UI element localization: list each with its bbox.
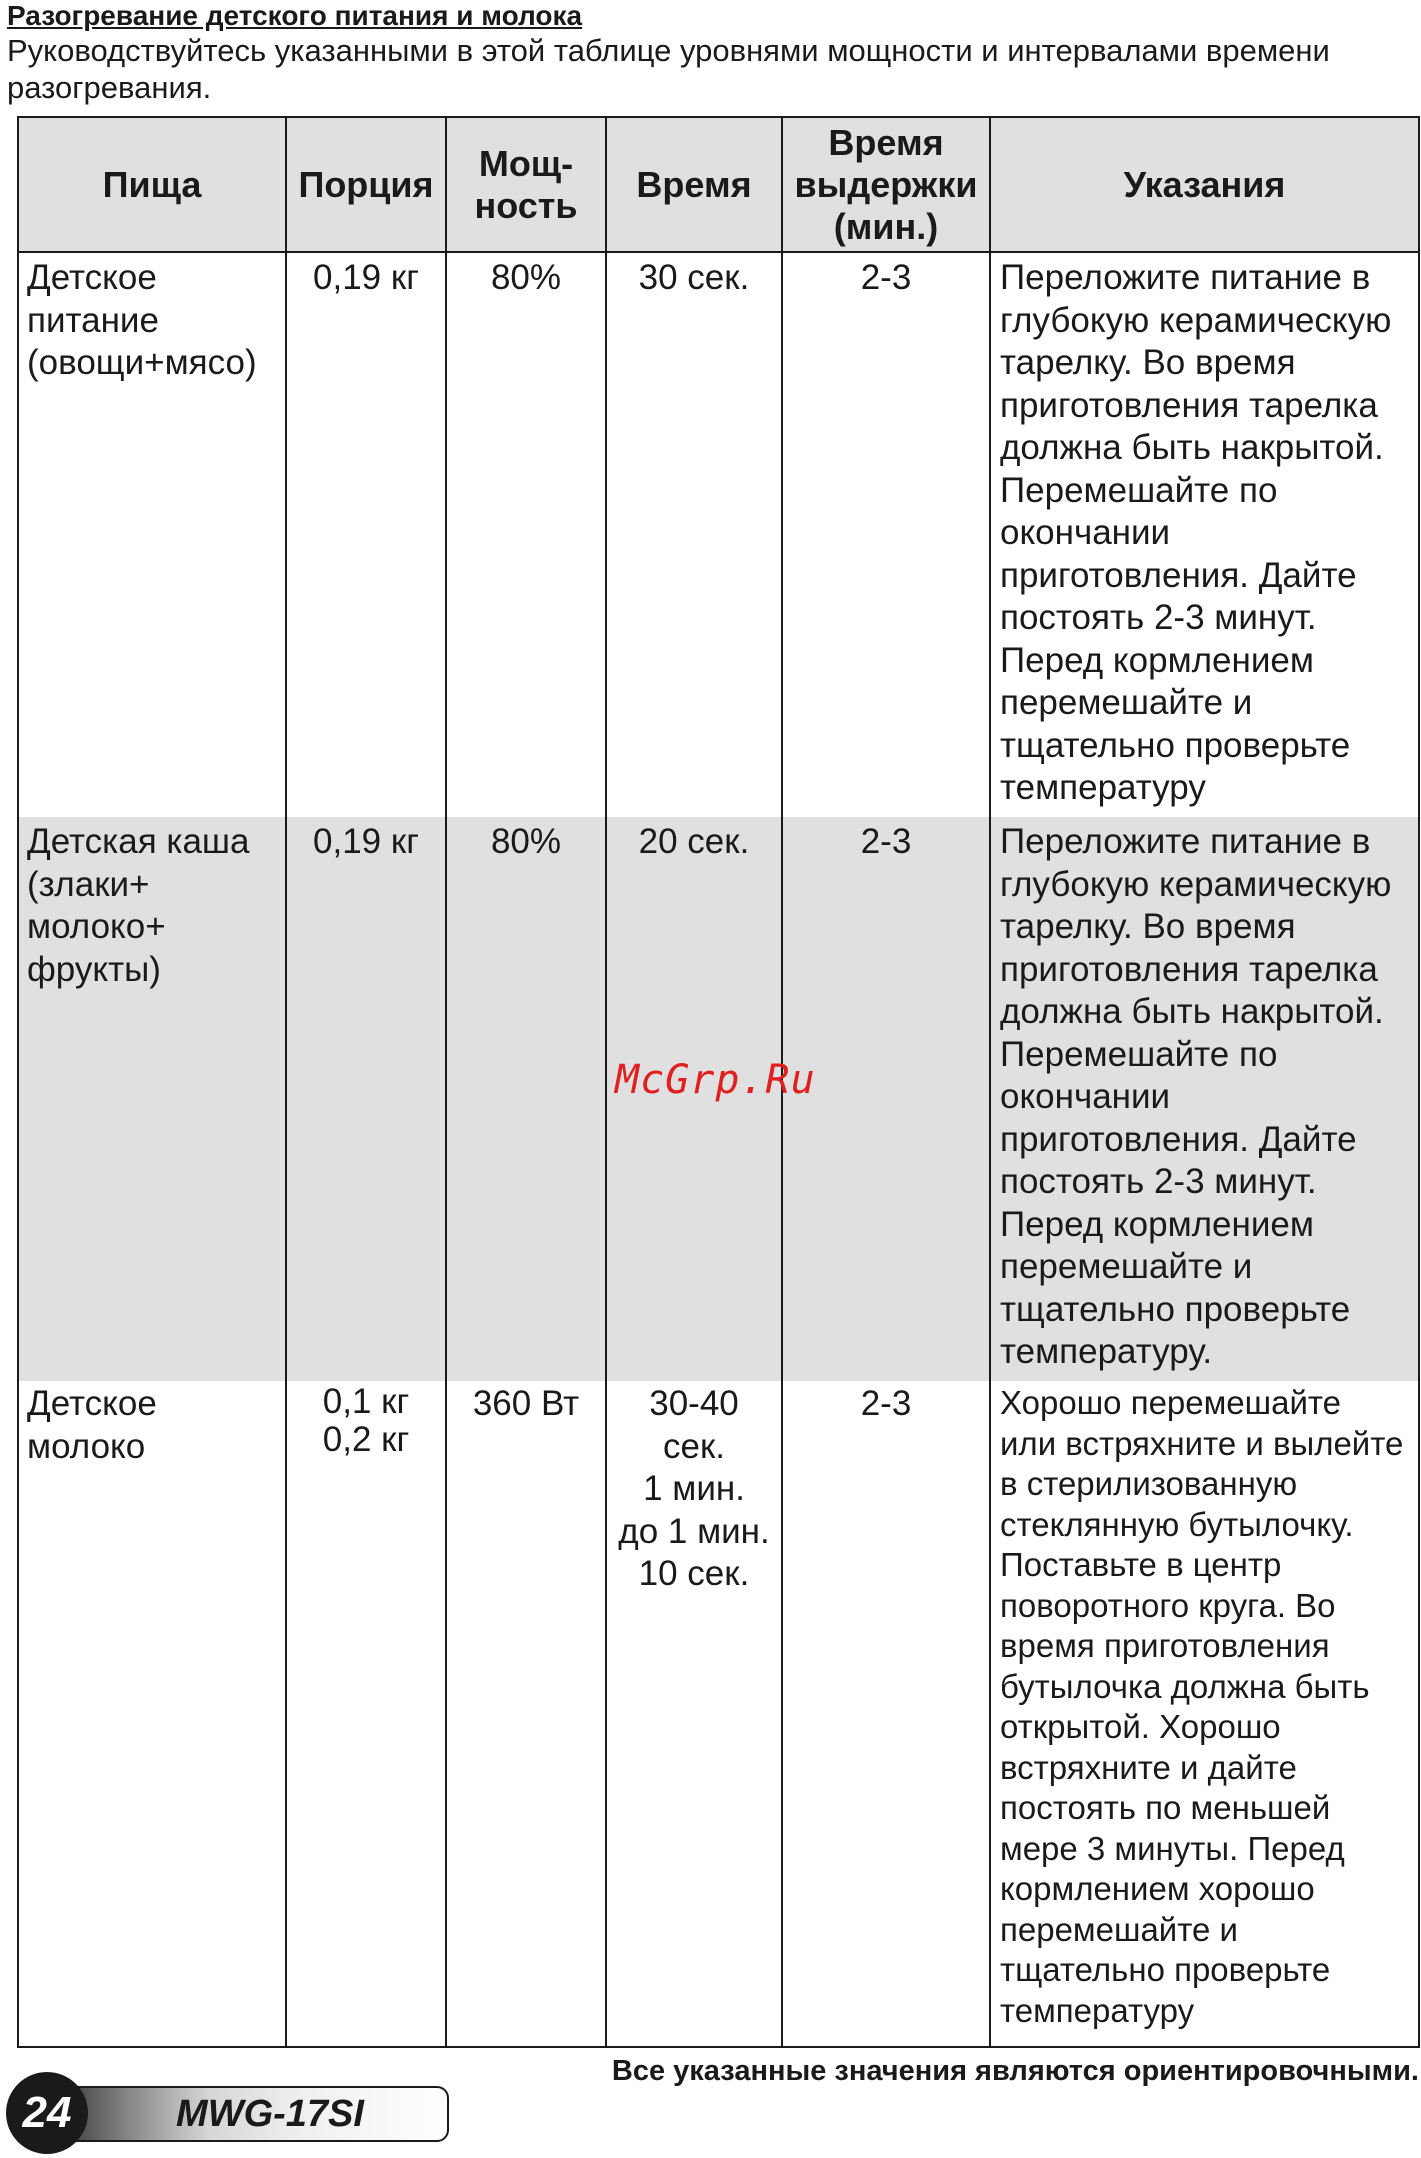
cell-time-line: 20 сек. [638, 822, 750, 861]
cell-notes-line: температуру [1000, 1991, 1195, 2029]
cell-notes-line: приготовления тарелка [1000, 949, 1378, 989]
cell-notes-line: или встряхните и вылейте [1000, 1424, 1404, 1462]
cell-notes-line: кормлением хорошо [1000, 1870, 1315, 1907]
cell-notes [990, 252, 1419, 817]
intro-text [7, 32, 1407, 106]
cell-standing-time: 2-3 [782, 252, 990, 817]
cell-standing-time: 2-3 [782, 1381, 990, 2047]
cell-notes-line: бутылочка должна быть [1000, 1667, 1370, 1705]
intro-line: разогревания. [7, 70, 212, 105]
header-portion: Порция [286, 117, 446, 252]
page-number: 24 [6, 2072, 88, 2154]
intro-line: Руководствуйтесь указанными в этой таблице уровнями мощности и интервалами времени [7, 33, 1330, 68]
cell-food-line: фрукты) [27, 949, 161, 989]
cell-notes-line: тщательно проверьте [1000, 1289, 1351, 1329]
header-standing-line: Время [828, 121, 944, 163]
cell-notes-line: должна быть накрытой. [1000, 428, 1384, 467]
cell-notes-line: постоять 2-3 минут. [1000, 598, 1317, 637]
cell-food-line: Детское [27, 1384, 157, 1423]
header-standing-time [782, 117, 990, 252]
cell-notes-line: стеклянную бутылочку. [1000, 1505, 1354, 1543]
header-time: Время [606, 117, 782, 252]
cell-notes-line: тарелку. Во время [1000, 343, 1296, 382]
cell-notes-line: перемешайте и [1000, 1910, 1238, 1948]
cell-notes-line: Перед кормлением [1000, 1204, 1314, 1244]
cell-time-line: 1 мин. [643, 1469, 745, 1508]
cell-food-line: (злаки+ [27, 864, 150, 904]
cell-notes-line: глубокую керамическую [1000, 864, 1392, 904]
cell-portion-line: 0,2 кг [322, 1420, 410, 1459]
watermark: McGrp.Ru [615, 1057, 816, 1103]
cell-notes-line: постоять 2-3 минут. [1000, 1162, 1317, 1201]
cell-power: 80% [446, 817, 606, 1381]
cell-time [606, 1381, 782, 2047]
cell-notes-line: температуру [1000, 768, 1206, 807]
cell-portion [286, 252, 446, 817]
cell-food-line: питание [27, 300, 159, 340]
cell-notes-line: Хорошо перемешайте [1000, 1384, 1342, 1421]
cell-portion-line: 0,19 кг [313, 258, 419, 297]
cell-time-line: 30 сек. [638, 258, 750, 297]
cell-notes-line: тарелку. Во время [1000, 907, 1296, 946]
cell-notes-line: приготовления. Дайте [1000, 1119, 1357, 1159]
header-notes: Указания [990, 117, 1419, 252]
footer-note: Все указанные значения являются ориентировочными. [611, 2055, 1419, 2087]
page-title: Разогревание детского питания и молока [7, 0, 583, 31]
cell-notes-line: Перед кормлением [1000, 640, 1314, 680]
cell-standing-time: 2-3 [782, 817, 990, 1381]
cell-notes-line: Перемешайте по [1000, 1034, 1278, 1074]
cell-time [606, 252, 782, 817]
cell-notes-line: окончании [1000, 1077, 1171, 1116]
cell-notes-line: приготовления тарелка [1000, 385, 1378, 425]
cell-notes-line: температуру. [1000, 1332, 1213, 1371]
cell-food [18, 1381, 286, 2047]
cell-notes-line: мере 3 минуты. Перед [1000, 1829, 1345, 1867]
cell-notes-line: тщательно проверьте [1000, 1951, 1331, 1988]
cell-notes-line: перемешайте и [1000, 683, 1253, 722]
cell-time-line: 30-40 [649, 1384, 739, 1423]
cell-notes-line: Перемешайте по [1000, 470, 1278, 510]
cell-power: 360 Вт [446, 1381, 606, 2047]
cell-notes-line: окончании [1000, 513, 1171, 552]
cell-notes-line: время приготовления [1000, 1627, 1330, 1664]
cell-power: 80% [446, 252, 606, 817]
header-standing-line: выдержки [794, 163, 978, 205]
cell-time-line: 10 сек. [638, 1554, 750, 1593]
cell-food-line: молоко+ [27, 907, 166, 946]
cell-portion-line: 0,1 кг [322, 1382, 410, 1421]
cell-notes-line: постоять по меньшей [1000, 1789, 1331, 1826]
cell-notes-line: Переложите питание в [1000, 258, 1371, 297]
table-row [18, 252, 1419, 817]
cell-portion [286, 1381, 446, 2047]
cell-notes [990, 1381, 1419, 2047]
cell-food-line: Детское [27, 258, 157, 297]
header-standing-line: (мин.) [833, 205, 939, 247]
header-food: Пища [18, 117, 286, 252]
cell-time-line: до 1 мин. [618, 1511, 770, 1551]
cell-notes-line: встряхните и дайте [1000, 1748, 1297, 1786]
cell-portion-line: 0,19 кг [313, 822, 419, 861]
cell-portion [286, 817, 446, 1381]
cell-notes-line: поворотного круга. Во [1000, 1586, 1336, 1624]
cell-food [18, 817, 286, 1381]
cell-notes-line: тщательно проверьте [1000, 725, 1351, 765]
cell-notes-line: Переложите питание в [1000, 822, 1371, 861]
cell-notes-line: должна быть накрытой. [1000, 992, 1384, 1031]
header-power-line: Мощ- [478, 142, 574, 184]
cell-notes [990, 817, 1419, 1381]
cell-notes-line: перемешайте и [1000, 1247, 1253, 1286]
cell-notes-line: глубокую керамическую [1000, 300, 1392, 340]
cell-food-line: молоко [27, 1426, 146, 1466]
cell-food-line: Детская каша [27, 822, 250, 861]
cell-notes-line: открытой. Хорошо [1000, 1708, 1281, 1745]
cell-notes-line: в стерилизованную [1000, 1465, 1298, 1502]
cell-notes-line: приготовления. Дайте [1000, 555, 1357, 595]
cell-food [18, 252, 286, 817]
header-power [446, 117, 606, 252]
table-header-row [18, 117, 1419, 252]
cell-food-line: (овощи+мясо) [27, 343, 257, 382]
model-name: MWG-17SI [176, 2093, 364, 2135]
table-row [18, 1381, 1419, 2047]
cell-notes-line: Поставьте в центр [1000, 1546, 1282, 1583]
cell-time-line: сек. [662, 1426, 725, 1466]
header-power-line: ность [474, 184, 578, 226]
